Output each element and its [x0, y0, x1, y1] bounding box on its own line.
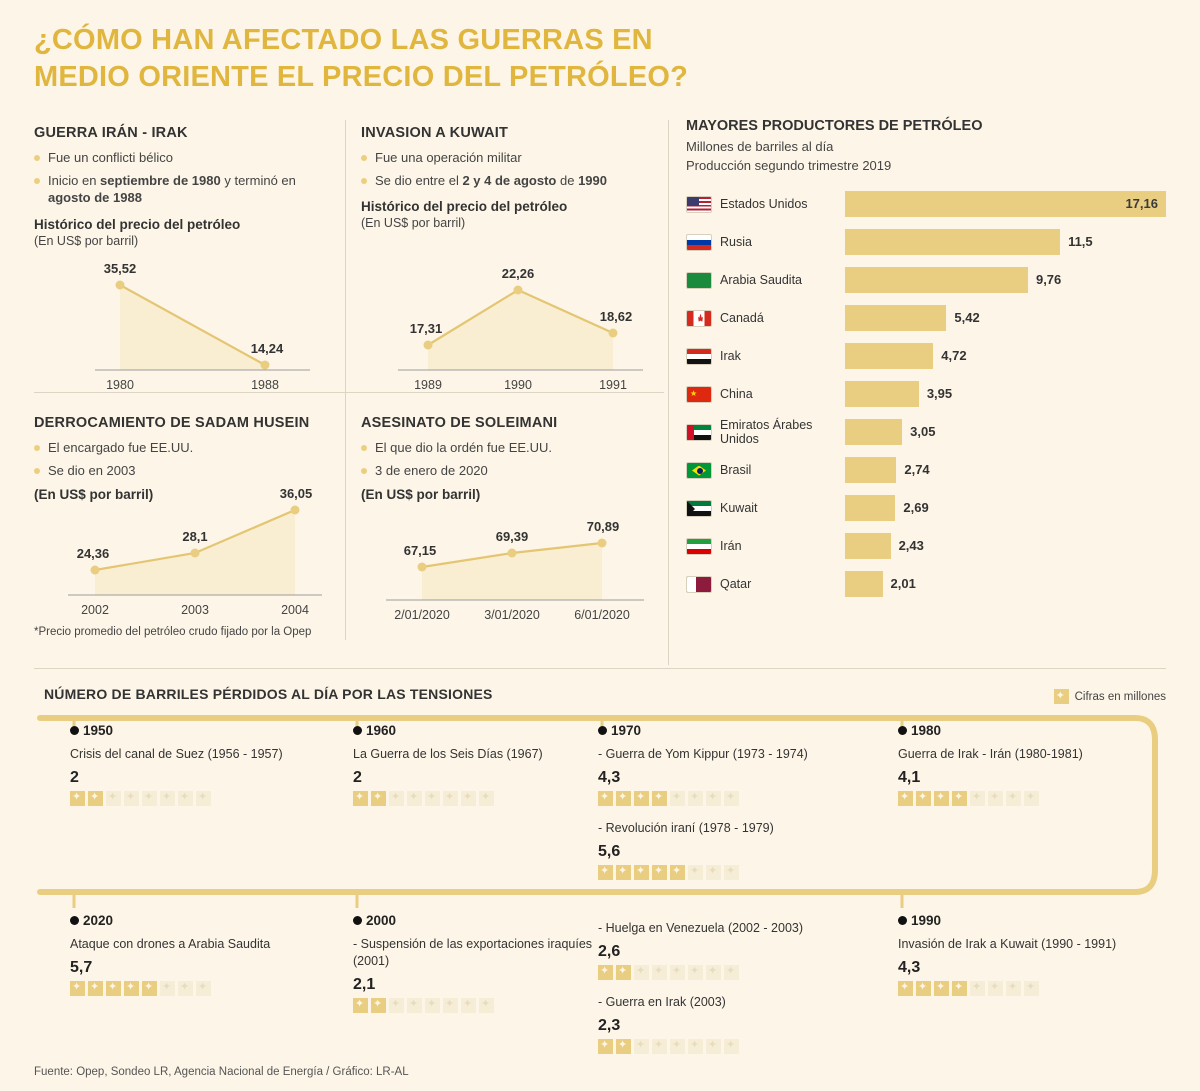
chart-title: Histórico del precio del petróleo: [361, 199, 568, 215]
divider-vertical-1: [345, 120, 346, 640]
list-item: Fue una operación militar: [361, 149, 661, 167]
timeline-heading: NÚMERO DE BARRILES PÉRDIDOS AL DÍA POR LAS TENSIONES: [44, 686, 493, 702]
bar-track: [845, 419, 1166, 445]
timeline-event: - Guerra de Yom Kippur (1973 - 1974): [598, 747, 808, 761]
panel-kuwait: [361, 125, 661, 230]
barrel-icon: ✦: [407, 791, 422, 806]
barrel-icons: [353, 791, 583, 806]
svg-text:67,15: 67,15: [403, 543, 437, 558]
barrel-icon: ✦: [706, 1039, 721, 1054]
barrel-icon: ✦: [443, 998, 458, 1013]
table-row: [686, 489, 1166, 527]
timeline-event: Guerra de Irak - Irán (1980-1981): [898, 747, 1083, 761]
timeline-value: 4,3: [898, 958, 921, 976]
bar: [845, 495, 895, 521]
bar: [845, 267, 1028, 293]
barrel-icon: ✦: [670, 1039, 685, 1054]
timeline-event: Ataque con drones a Arabia Saudita: [70, 937, 271, 951]
barrel-icon: ✦: [178, 791, 193, 806]
list-item: El que dio la ordén fue EE.UU.: [361, 439, 661, 457]
flag-icon: [686, 310, 712, 327]
timeline-dot: [353, 916, 362, 925]
svg-text:24,36: 24,36: [76, 546, 110, 561]
svg-text:36,05: 36,05: [279, 486, 313, 501]
panel-heading: DERROCAMIENTO DE SADAM HUSEIN: [34, 415, 310, 431]
barrel-icon: ✦: [598, 791, 613, 806]
barrel-icon: ✦: [425, 998, 440, 1013]
bar-track: [845, 343, 1166, 369]
flag-icon: [686, 500, 712, 517]
bar-value: 2,43: [898, 538, 924, 553]
barrel-icon: ✦: [425, 791, 440, 806]
barrel-icon: ✦: [1054, 689, 1069, 704]
barrel-icon: ✦: [652, 965, 667, 980]
barrel-icons: [70, 981, 320, 996]
chart-title: Histórico del precio del petróleo: [34, 216, 241, 232]
barrel-icon: ✦: [616, 791, 631, 806]
timeline-node-2020: [70, 912, 320, 996]
timeline-event: Crisis del canal de Suez (1956 - 1957): [70, 747, 283, 761]
barrel-icon: ✦: [634, 965, 649, 980]
table-row: [686, 527, 1166, 565]
timeline-value: 2,3: [598, 1016, 621, 1034]
barrel-icon: ✦: [106, 791, 121, 806]
bar-track: [845, 229, 1166, 255]
barrel-icon: ✦: [688, 965, 703, 980]
producers-panel: [686, 118, 1166, 603]
svg-text:6/01/2020: 6/01/2020: [574, 608, 630, 622]
country-label: Irán: [720, 539, 742, 553]
barrel-icon: ✦: [88, 981, 103, 996]
timeline-event: - Suspensión de las exportaciones iraquíes (2001): [353, 937, 593, 968]
barrel-icon: ✦: [389, 998, 404, 1013]
svg-text:14,24: 14,24: [250, 341, 284, 356]
barrel-icon: ✦: [461, 791, 476, 806]
barrel-icon: ✦: [1024, 791, 1039, 806]
chart-subtitle: (En US$ por barril): [361, 487, 481, 503]
flag-icon: [686, 462, 712, 479]
barrel-icon: ✦: [106, 981, 121, 996]
bar-value: 11,5: [1068, 234, 1093, 249]
source-note: Fuente: Opep, Sondeo LR, Agencia Nacional de Energía / Gráfico: LR-AL: [34, 1066, 409, 1078]
svg-text:3/01/2020: 3/01/2020: [484, 608, 540, 622]
barrel-icon: ✦: [688, 791, 703, 806]
table-row: [686, 261, 1166, 299]
bar-track: [845, 495, 1166, 521]
barrel-icon: ✦: [124, 791, 139, 806]
barrel-icon: ✦: [443, 791, 458, 806]
barrel-icon: ✦: [371, 791, 386, 806]
timeline-node-1980: [898, 722, 1148, 806]
barrel-icon: ✦: [988, 981, 1003, 996]
table-row: [686, 299, 1166, 337]
barrel-icons: [70, 791, 320, 806]
list-item: Se dio en 2003: [34, 462, 344, 480]
timeline-value: 2,1: [353, 975, 376, 993]
flag-icon: [686, 576, 712, 593]
barrel-icon: ✦: [616, 865, 631, 880]
barrel-icon: ✦: [389, 791, 404, 806]
timeline-node-2000-extra: [598, 920, 888, 1054]
timeline-event: - Guerra en Irak (2003): [598, 994, 726, 1009]
bar-value: 3,05: [910, 424, 936, 439]
table-row: [686, 565, 1166, 603]
barrel-icon: ✦: [598, 965, 613, 980]
svg-text:18,62: 18,62: [599, 309, 633, 324]
panel-bullets: [34, 149, 334, 207]
producers-note: Producción segundo trimestre 2019: [686, 158, 892, 173]
timeline-value: 4,3: [598, 768, 621, 786]
bar: [845, 305, 946, 331]
barrel-icons: [598, 965, 888, 980]
svg-text:2003: 2003: [181, 603, 209, 617]
country-label: Irak: [720, 349, 741, 363]
barrel-icon: ✦: [952, 981, 967, 996]
timeline-event: La Guerra de los Seis Días (1967): [353, 747, 543, 761]
barrel-icon: ✦: [353, 998, 368, 1013]
barrel-icon: ✦: [988, 791, 1003, 806]
country-label: China: [720, 387, 753, 401]
panel-heading: INVASION A KUWAIT: [361, 125, 509, 141]
panel-bullets: [361, 149, 661, 189]
bar: [845, 457, 896, 483]
timeline-value: 2: [353, 768, 362, 786]
country-label: Kuwait: [720, 501, 758, 515]
table-row: [686, 185, 1166, 223]
barrel-icon: ✦: [706, 791, 721, 806]
panel-bullets: [361, 439, 661, 479]
bar: [845, 229, 1060, 255]
barrel-icon: ✦: [1006, 791, 1021, 806]
chart-subtitle: (En US$ por barril): [34, 487, 154, 503]
barrel-icon: ✦: [706, 865, 721, 880]
list-item: Inicio en septiembre de 1980 y terminó en agosto de 1988: [34, 172, 334, 207]
barrel-icon: ✦: [724, 865, 739, 880]
timeline-node-2000: [353, 912, 593, 1013]
divider-horizontal-2: [34, 668, 1166, 669]
panel-bullets: [34, 439, 344, 479]
chart-soleimani: [372, 505, 662, 635]
svg-text:1991: 1991: [599, 378, 627, 392]
barrel-icon: ✦: [142, 981, 157, 996]
barrel-icon: ✦: [88, 791, 103, 806]
barrel-icon: ✦: [898, 981, 913, 996]
country-label: Arabia Saudita: [720, 273, 803, 287]
flag-icon: ★: [686, 386, 712, 403]
barrel-icon: ✦: [688, 865, 703, 880]
barrel-icon: ✦: [670, 865, 685, 880]
timeline-year: 1970: [611, 723, 642, 738]
country-label: Emiratos Árabes Unidos: [720, 418, 813, 446]
bar-value: 2,69: [903, 500, 929, 515]
barrel-icon: ✦: [634, 791, 649, 806]
barrel-icon: ✦: [634, 1039, 649, 1054]
svg-text:1989: 1989: [414, 378, 442, 392]
divider-vertical-2: [668, 120, 669, 665]
timeline-dot: [898, 726, 907, 735]
opep-footnote: *Precio promedio del petróleo crudo fijado por la Opep: [34, 626, 312, 638]
table-row: [686, 223, 1166, 261]
svg-text:2004: 2004: [281, 603, 309, 617]
svg-text:17,31: 17,31: [409, 321, 443, 336]
timeline-dot: [70, 726, 79, 735]
table-row: [686, 413, 1166, 451]
timeline-year: 1980: [911, 723, 942, 738]
barrel-icon: ✦: [196, 791, 211, 806]
svg-text:1990: 1990: [504, 378, 532, 392]
svg-text:1988: 1988: [251, 378, 279, 392]
bar-track: [845, 571, 1166, 597]
barrel-icon: ✦: [724, 1039, 739, 1054]
timeline-event: - Huelga en Venezuela (2002 - 2003): [598, 921, 804, 935]
timeline-dot: [898, 916, 907, 925]
table-row: [686, 337, 1166, 375]
producers-heading: MAYORES PRODUCTORES DE PETRÓLEO: [686, 118, 983, 134]
flag-icon: [686, 272, 712, 289]
bar-value: 2,74: [904, 462, 930, 477]
country-label: Canadá: [720, 311, 764, 325]
flag-icon: [686, 538, 712, 555]
list-item: Se dio entre el 2 y 4 de agosto de 1990: [361, 172, 661, 190]
chart-kuwait: [378, 255, 658, 395]
barrel-icon: ✦: [598, 1039, 613, 1054]
table-row: [686, 375, 1166, 413]
barrel-icon: ✦: [652, 1039, 667, 1054]
chart-subtitle: (En US$ por barril): [361, 216, 466, 231]
flag-icon: [686, 196, 712, 213]
bar: [845, 419, 902, 445]
bar-value: 17,16: [1125, 196, 1158, 211]
timeline-year: 1990: [911, 913, 942, 928]
page-title: ¿CÓMO HAN AFECTADO LAS GUERRAS EN MEDIO ORIENTE EL PRECIO DEL PETRÓLEO?: [34, 24, 689, 94]
panel-heading: GUERRA IRÁN - IRAK: [34, 125, 188, 141]
bar-value: 2,01: [890, 576, 916, 591]
barrel-icons: [353, 998, 593, 1013]
barrel-icons: [598, 865, 888, 880]
bar-track: [845, 533, 1166, 559]
barrel-icon: ✦: [652, 865, 667, 880]
svg-text:1980: 1980: [106, 378, 134, 392]
bar-track: [845, 305, 1166, 331]
panel-soleimani: [361, 415, 661, 502]
barrel-icon: ✦: [670, 965, 685, 980]
barrel-icon: ✦: [1006, 981, 1021, 996]
svg-text:69,39: 69,39: [495, 529, 529, 544]
timeline-event: - Revolución iraní (1978 - 1979): [598, 820, 774, 835]
barrel-icon: ✦: [178, 981, 193, 996]
barrel-icon: ✦: [670, 791, 685, 806]
barrel-icon: ✦: [598, 865, 613, 880]
timeline-value: 5,7: [70, 958, 93, 976]
bar: [845, 191, 1166, 217]
bar: [845, 571, 883, 597]
barrel-icon: ✦: [898, 791, 913, 806]
timeline-year: 1950: [83, 723, 114, 738]
chart-sadam: [50, 475, 340, 630]
barrel-icon: ✦: [196, 981, 211, 996]
chart-subtitle: (En US$ por barril): [34, 233, 139, 248]
timeline-node-1990: [898, 912, 1148, 996]
timeline-dot: [598, 726, 607, 735]
svg-text:35,52: 35,52: [103, 261, 137, 276]
barrel-icon: ✦: [70, 981, 85, 996]
svg-text:28,1: 28,1: [182, 529, 208, 544]
flag-icon: [686, 424, 712, 441]
country-label: Rusia: [720, 235, 752, 249]
panel-iran-irak: [34, 125, 334, 248]
bar-track: [845, 267, 1166, 293]
barrel-icons: [598, 1039, 888, 1054]
barrel-icon: ✦: [353, 791, 368, 806]
barrel-icon: ✦: [160, 981, 175, 996]
panel-heading: ASESINATO DE SOLEIMANI: [361, 415, 558, 431]
timeline-node-1970: [598, 722, 888, 880]
bar: [845, 533, 891, 559]
barrel-icon: ✦: [934, 791, 949, 806]
bar-track: [845, 191, 1166, 217]
bar-value: 3,95: [926, 386, 953, 401]
svg-text:2002: 2002: [81, 603, 109, 617]
barrel-icon: ✦: [934, 981, 949, 996]
table-row: [686, 451, 1166, 489]
flag-icon: [686, 234, 712, 251]
barrel-icon: ✦: [142, 791, 157, 806]
flag-icon: [686, 348, 712, 365]
chart-iran-irak: [60, 255, 330, 395]
barrel-icon: ✦: [970, 981, 985, 996]
barrel-icons: [598, 791, 888, 806]
bar-value: 4,72: [941, 348, 967, 363]
timeline-value: 5,6: [598, 842, 621, 860]
timeline-dot: [70, 916, 79, 925]
producers-subtitle: Millones de barriles al día: [686, 139, 834, 154]
barrel-icon: ✦: [724, 965, 739, 980]
barrel-icon: ✦: [724, 791, 739, 806]
barrel-icon: ✦: [479, 998, 494, 1013]
barrel-icons: [898, 791, 1148, 806]
timeline-event: Invasión de Irak a Kuwait (1990 - 1991): [898, 937, 1117, 951]
timeline-year: 1960: [366, 723, 397, 738]
barrel-icon: ✦: [616, 965, 631, 980]
timeline-node-1950: [70, 722, 320, 806]
timeline-year: 2000: [366, 913, 397, 928]
barrel-icon: ✦: [688, 1039, 703, 1054]
timeline-dot: [353, 726, 362, 735]
timeline-year: 2020: [83, 913, 114, 928]
bar: [845, 381, 919, 407]
country-label: Estados Unidos: [720, 197, 808, 211]
barrel-icon: ✦: [616, 1039, 631, 1054]
barrel-icon: ✦: [70, 791, 85, 806]
barrel-icon: ✦: [706, 965, 721, 980]
svg-text:2/01/2020: 2/01/2020: [394, 608, 450, 622]
bar-track: [845, 457, 1166, 483]
barrel-icon: ✦: [652, 791, 667, 806]
country-label: Brasil: [720, 463, 752, 477]
barrel-icon: ✦: [970, 791, 985, 806]
barrel-icon: ✦: [916, 981, 931, 996]
bar: [845, 343, 933, 369]
barrel-icons: [898, 981, 1148, 996]
barrel-icon: ✦: [371, 998, 386, 1013]
bar-track: [845, 381, 1166, 407]
svg-text:22,26: 22,26: [501, 266, 535, 281]
barrel-icon: ✦: [461, 998, 476, 1013]
list-item: 3 de enero de 2020: [361, 462, 661, 480]
barrel-icon: ✦: [160, 791, 175, 806]
barrel-icon: ✦: [124, 981, 139, 996]
timeline-value: 4,1: [898, 768, 921, 786]
barrel-icon: ✦: [634, 865, 649, 880]
timeline-legend-label: Cifras en millones: [1074, 690, 1166, 703]
producers-list: [686, 185, 1166, 603]
timeline-node-1960: [353, 722, 583, 806]
barrel-icon: ✦: [407, 998, 422, 1013]
barrel-icon: ✦: [952, 791, 967, 806]
barrel-icon: ✦: [479, 791, 494, 806]
barrel-icon: ✦: [916, 791, 931, 806]
svg-text:70,89: 70,89: [586, 519, 620, 534]
country-label: Qatar: [720, 577, 752, 591]
bar-value: 9,76: [1035, 272, 1062, 287]
timeline-value: 2,6: [598, 942, 621, 960]
list-item: Fue un conflicti bélico: [34, 149, 334, 167]
list-item: El encargado fue EE.UU.: [34, 439, 344, 457]
timeline-value: 2: [70, 768, 79, 786]
barrel-icon: ✦: [1024, 981, 1039, 996]
bar-value: 5,42: [954, 310, 980, 325]
timeline-ticks-bottom: [30, 878, 1170, 908]
